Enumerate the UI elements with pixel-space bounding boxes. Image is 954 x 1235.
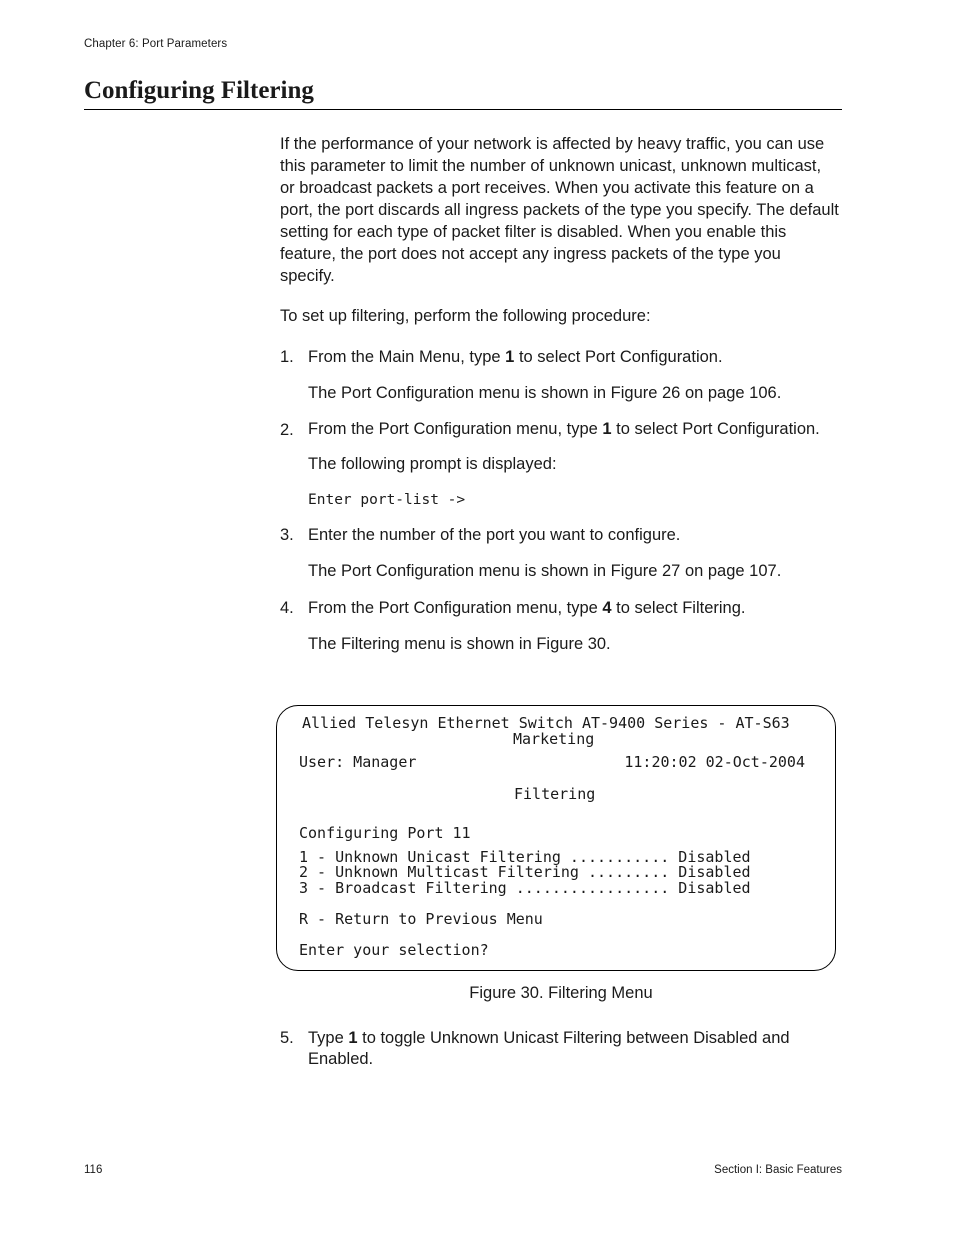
step-note: The Port Configuration menu is shown in Figure 26 on page 106.	[308, 384, 782, 402]
terminal-user: User: Manager	[299, 753, 417, 771]
step-3	[280, 524, 840, 546]
step-number: 1.	[280, 348, 294, 366]
page-number: 116	[84, 1164, 103, 1176]
terminal-option-1: 1 - Unknown Unicast Filtering ........... Disabled	[299, 848, 751, 866]
step-text: Type 1 to toggle Unknown Unicast Filtering between Disabled and Enabled.	[308, 1029, 790, 1068]
step-number: 5.	[280, 1029, 294, 1047]
step-note: The Port Configuration menu is shown in Figure 27 on page 107.	[308, 562, 782, 580]
step-5-row	[280, 1028, 840, 1070]
step-4	[280, 597, 840, 619]
step-key: 1	[505, 348, 515, 366]
procedure-lead: To set up filtering, perform the following procedure:	[280, 307, 651, 325]
step-text: From the Main Menu, type 1 to select Port Configuration.	[308, 348, 723, 366]
step-text: From the Port Configuration menu, type 1 to select Port Configuration.	[308, 420, 820, 438]
step-1	[280, 346, 840, 368]
terminal-return: R - Return to Previous Menu	[299, 910, 543, 928]
step-note: The Filtering menu is shown in Figure 30.	[308, 635, 611, 653]
step-key: 4	[602, 599, 612, 617]
terminal-screen	[276, 705, 836, 971]
body-text	[280, 133, 840, 655]
title-rule	[84, 109, 842, 110]
terminal-prompt: Enter your selection?	[299, 941, 489, 959]
step-key: 1	[602, 420, 612, 438]
terminal-option-3: 3 - Broadcast Filtering ................. Disabled	[299, 879, 751, 897]
step-text: Enter the number of the port you want to configure.	[308, 526, 681, 544]
terminal-datetime: 11:20:02 02-Oct-2004	[624, 753, 805, 771]
terminal-option-2: 2 - Unknown Multicast Filtering ......... Disabled	[299, 863, 751, 881]
step-number: 3.	[280, 526, 294, 544]
terminal-config-port: Configuring Port 11	[299, 824, 471, 842]
section-footer: Section I: Basic Features	[714, 1164, 842, 1176]
section-title: Configuring Filtering	[84, 77, 314, 104]
chapter-header: Chapter 6: Port Parameters	[84, 38, 228, 50]
step-text: From the Port Configuration menu, type 4 to select Filtering.	[308, 599, 746, 617]
terminal-system-name: Marketing	[513, 730, 595, 748]
step-number: 4.	[280, 599, 294, 617]
prompt-code: Enter port-list ->	[308, 492, 466, 508]
step-note: The following prompt is displayed:	[308, 455, 557, 473]
terminal-banner: Allied Telesyn Ethernet Switch AT-9400 Series - AT-S63	[302, 714, 790, 732]
step-2	[280, 419, 840, 439]
step-number: 2.	[280, 421, 294, 439]
intro-paragraph: If the performance of your network is affected by heavy traffic, you can use this parameter to limit the number of unknown unicast, unknown multicast, or broadcast packets a port receives. When you activate this feature on a port, the port discards all ingress packets of the type you specify. The default setting for each type of packet filter is disabled. When you enable this feature, the port does not accept any ingress packets of the type you specify.	[280, 135, 839, 285]
step-5	[280, 1028, 840, 1070]
terminal-menu-title: Filtering	[514, 785, 596, 803]
step-key: 1	[348, 1029, 358, 1047]
figure-caption: Figure 30. Filtering Menu	[469, 984, 653, 1002]
